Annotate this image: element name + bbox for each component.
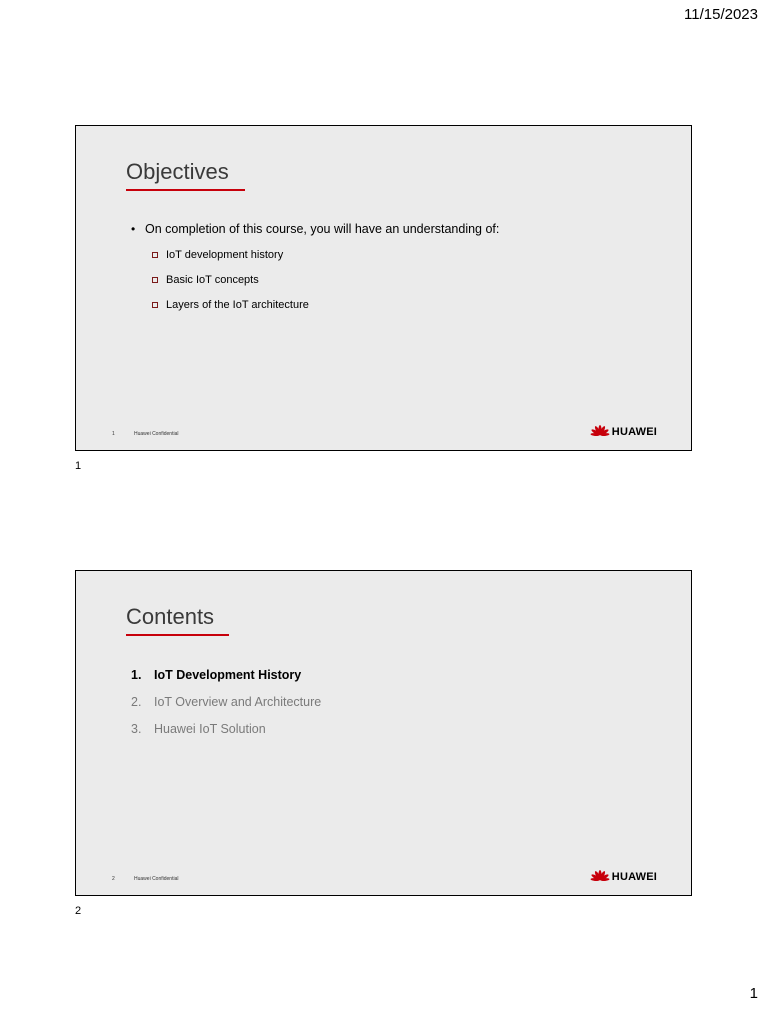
contents-item (131, 720, 321, 747)
logo-text: HUAWEI (611, 871, 657, 883)
slide-caption: 1 (75, 460, 82, 472)
list-item-text: Layers of the IoT architecture (166, 299, 309, 311)
page-date: 11/15/2023 (684, 6, 758, 23)
objectives-list (152, 247, 309, 322)
slide-title: Objectives (126, 159, 229, 184)
hollow-square-bullet-icon (152, 302, 158, 308)
contents-item (131, 693, 321, 720)
slide-title: Contents (126, 604, 215, 629)
logo-text: HUAWEI (611, 426, 657, 438)
bullet-dot-icon: • (131, 222, 136, 236)
slide-objectives (75, 125, 692, 451)
contents-item-active (131, 666, 321, 693)
title-underline (126, 634, 229, 636)
bullet-intro-text: On completion of this course, you will have an understanding of: (145, 222, 500, 236)
slide-contents (75, 570, 692, 896)
slide-footer-confidential: Huawei Confidential (134, 876, 179, 882)
huawei-logo (590, 869, 657, 885)
hollow-square-bullet-icon (152, 277, 158, 283)
slide-footer-confidential: Huawei Confidential (134, 431, 179, 437)
list-item-text: IoT development history (166, 249, 284, 261)
bullet-intro (131, 222, 499, 236)
contents-item-number: 1. (131, 668, 142, 682)
contents-item-label: IoT Development History (154, 668, 302, 682)
contents-item-label: Huawei IoT Solution (154, 722, 266, 736)
list-item-text: Basic IoT concepts (166, 274, 259, 286)
page-number: 1 (749, 985, 758, 1002)
list-item (152, 297, 309, 322)
slide-footer-number: 1 (112, 431, 115, 437)
contents-list (131, 666, 321, 747)
contents-item-label: IoT Overview and Architecture (154, 695, 322, 709)
contents-item-number: 2. (131, 695, 142, 709)
slide-caption: 2 (75, 905, 82, 917)
huawei-petal-logo-icon (590, 870, 610, 884)
title-underline (126, 189, 245, 191)
slide-footer-number: 2 (112, 876, 115, 882)
contents-item-number: 3. (131, 722, 142, 736)
list-item (152, 272, 309, 297)
hollow-square-bullet-icon (152, 252, 158, 258)
list-item (152, 247, 309, 272)
huawei-logo (590, 424, 657, 440)
huawei-petal-logo-icon (590, 425, 610, 439)
